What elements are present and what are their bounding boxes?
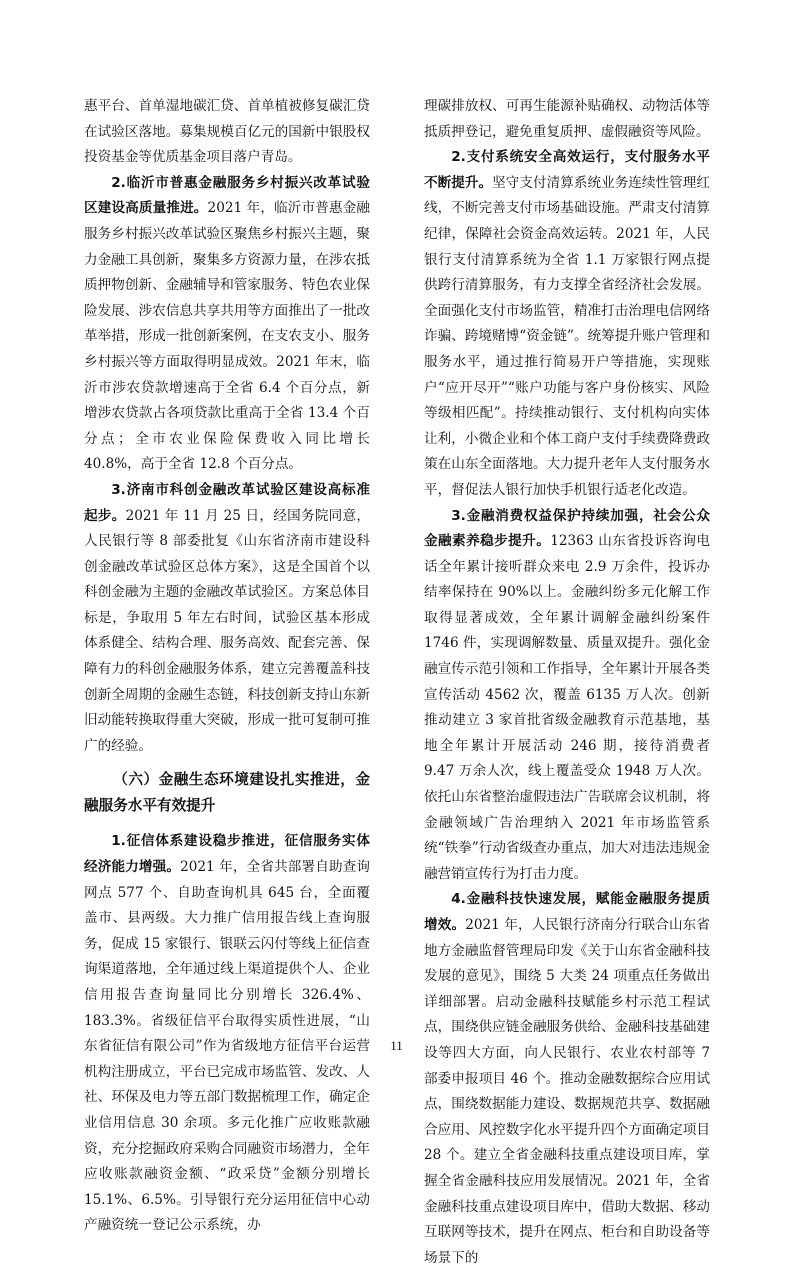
paragraph-title: 2.临沂市普惠金融服务乡村振兴改革试验区建设高质量推进。 [84,174,370,217]
page-number: 11 [390,1038,403,1053]
left-column [84,94,370,1239]
paragraph-title: 3.济南市科创金融改革试验区建设高标准起步。 [84,481,370,524]
paragraph-body: 坚守支付清算系统业务连续性管理红线，不断完善支付市场基础设施。严肃支付清算纪律，保障社会资金高效运转。2021 年，人民银行支付清算系统为全省 1.1 万家银行网点提供跨行清算服务，有力支撑全省经济社会发展。全面强化支付市场监管，精准打击治理电信网络诈骗、跨境赌博“资金链”。统筹提升账户管理和服务水平，通过推行简易开户等措施，实现账户“应开尽开”“账户功能与客户身份核实、风险等级相匹配”。持续推动银行、支付机构向实体让利，小微企业和个体工商户支付手续费降费政策在山东全面落地。大力提升老年人支付服务水平，督促法人银行加快手机银行适老化改造。 [424,174,711,498]
paragraph-continued: 惠平台、首单湿地碳汇贷、首单植被修复碳汇贷在试验区落地。募集规模百亿元的国新中银股权投资基金等优质基金项目落户青岛。 [84,98,370,166]
paragraph-credit [84,829,370,1239]
paragraph-body: 2021 年，人民银行济南分行联合山东省地方金融监督管理局印发《关于山东省金融科技发展的意见》，围绕 5 大类 24 项重点任务做出详细部署。启动金融科技赋能乡村示范工程试点，围绕供应链金融服务供给、金融科技基础建设等四大方面，向人民银行、农业农村部等 7 部委申报项目 46 个。推动金融数据综合应用试点，围绕数据能力建设、数据规范共享、数据融合应用、风控数字化水平提升四个方面确定项目 28 个。建立全省金融科技重点建设项目库，掌握全省金融科技应用发展情况。2021 年，全省金融科技重点建设项目库中，借助大数据、移动互联网等技术，提升在网点、柜台和自助设备等场景下的 [424,917,711,1266]
paragraph-title: 3.金融消费权益保护持续加强，社会公众金融素养稳步提升。 [424,507,710,550]
paragraph-title: 1.征信体系建设稳步推进，征信服务实体经济能力增强。 [84,833,370,876]
paragraph-jinan [84,478,370,760]
section-heading: （六）金融生态环境建设扎实推进，金融服务水平有效提升 [84,771,370,815]
paragraph-payment [424,145,710,503]
paragraph-body: 2021 年，全省共部署自助查询网点 577 个、自助查询机具 645 台，全面覆盖市、县两级。大力推广信用报告线上查询服务，促成 15 家银行、银联云闪付等线上征信查询渠道落地，全年通过线上渠道提供个人、企业信用报告查询量同比分别增长 326.4%、183.3%。省级征信平台取得实质性进展，“山东省征信有限公司”作为省级地方征信平台运营机构注册成立，平台已完成市场监管、发改、人社、环保及电力等五部门数据梳理工作，确定企业信用信息 30 余项。多元化推广应收账款融资，充分挖掘政府采购合同融资市场潜力，全年应收账款融资金额、“政采贷”金额分别增长 15.1%、6.5%。引导银行充分运用征信中心动产融资统一登记公示系统，办 [84,859,371,1234]
paragraph-fintech [424,887,710,1271]
paragraph-consumer-protection [424,504,710,888]
paragraph-title: 4.金融科技快速发展，赋能金融服务提质增效。 [424,891,710,933]
paragraph-title: 2.支付系统安全高效运行，支付服务水平不断提升。 [424,149,710,191]
paragraph-body: 12363 山东省投诉咨询电话全年累计接听群众来电 2.9 万余件，投诉办结率保持在 90%以上。金融纠纷多元化解工作取得显著成效，全年累计调解金融纠纷案件 1746 件，实现调解数量、质量双提升。强化金融宣传示范引领和工作指导，全年累计开展各类宣传活动 4562 次，覆盖 6135 万人次。创新推动建立 3 家首批省级金融教育示范基地，基地全年累计开展活动 246 期，接待消费者 9.47 万余人次，线上覆盖受众 1948 万人次。依托山东省整治虚假违法广告联席会议机制，将金融领域广告治理纳入 2021 年市场监管系统“铁拳”行动省级查办重点，加大对违法违规金融营销宣传行为打击力度。 [424,533,710,882]
paragraph-body: 2021 年，临沂市普惠金融服务乡村振兴改革试验区聚焦乡村振兴主题，聚力金融工具创新，聚集多方资源力量，在涉农抵质押物创新、金融辅导和管家服务、特色农业保险发展、涉农信息共享共用等方面推出了一批改革举措，形成一批创新案例，在支农支小、服务乡村振兴等方面取得明显成效。2021 年末，临沂市涉农贷款增速高于全省 6.4 个百分点，新增涉农贷款占各项贷款比重高于全省 13.4 个百分点；全市农业保险保费收入同比增长 40.8%，高于全省 12.8 个百分点。 [84,200,371,473]
paragraph-linyi [84,171,370,478]
paragraph-body: 2021 年 11 月 25 日，经国务院同意，人民银行等 8 部委批复《山东省济南市建设科创金融改革试验区总体方案》，这是全国首个以科创金融为主题的金融改革试验区。方案总体目标是，争取用 5 年左右时间，试验区基本形成体系健全、结构合理、服务高效、配套完善、保障有力的科创金融服务体系，建立完善覆盖科技创新全周期的金融生态链，科技创新支持山东新旧动能转换取得重大突破，形成一批可复制可推广的经验。 [84,507,371,754]
paragraph-continued: 理碳排放权、可再生能源补贴确权、动物活体等抵质押登记，避免重复质押、虚假融资等风险。 [424,98,710,140]
right-column [424,94,710,1271]
